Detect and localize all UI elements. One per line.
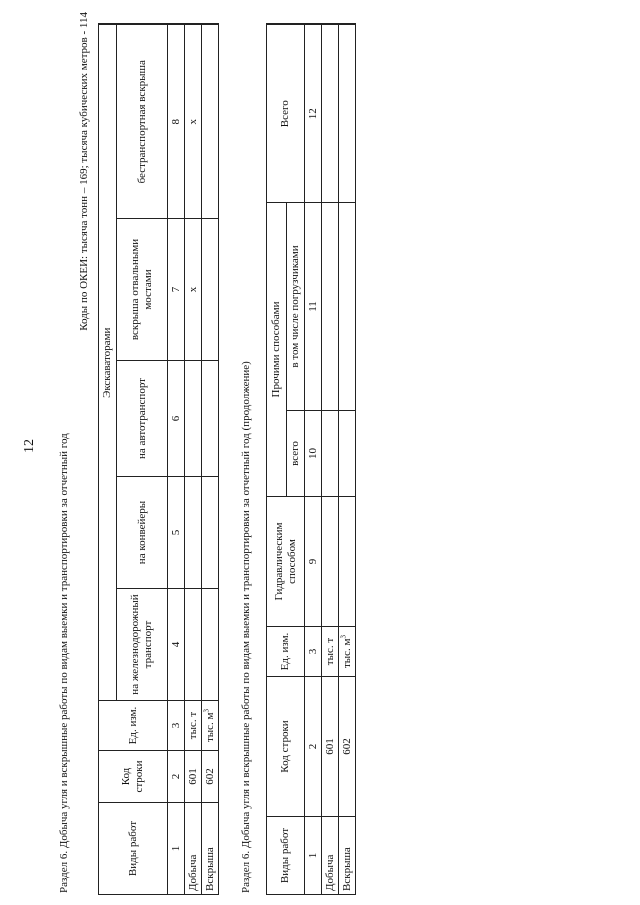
data-cell	[202, 589, 219, 701]
data-cell	[202, 24, 219, 218]
hdr-unit: Ед. изм.	[99, 701, 168, 751]
row-unit: тыс. $м^3$	[202, 701, 219, 751]
hdr-transportless: бестранспортная вскрыша	[117, 24, 168, 218]
data-cell	[185, 589, 202, 701]
hdr-hydraulic: Гидравлическим способом	[267, 497, 305, 627]
row-name: Вскрыша	[339, 817, 356, 895]
table-row	[185, 24, 202, 894]
hdr-other-total: всего	[287, 411, 305, 497]
data-cell	[185, 477, 202, 589]
data-cell	[339, 411, 356, 497]
data-cell	[339, 497, 356, 627]
col-number: 5	[168, 477, 185, 589]
col-number: 8	[168, 24, 185, 218]
col-number: 1	[305, 817, 322, 895]
data-cell: х	[185, 219, 202, 361]
table-row	[202, 24, 219, 894]
hdr-loaders: в том числе погрузчиками	[287, 203, 305, 411]
col-number: 4	[168, 589, 185, 701]
row-name: Вскрыша	[202, 803, 219, 895]
okei-codes: Коды по ОКЕИ: тысяча тонн – 169; тысяча кубических метров - 114	[78, 12, 90, 331]
row-code: 602	[339, 677, 356, 817]
hdr-conveyor: на конвейеры	[117, 477, 168, 589]
col-number: 1	[168, 803, 185, 895]
col-number: 9	[305, 497, 322, 627]
col-number: 7	[168, 219, 185, 361]
section-6-continued-table	[266, 24, 356, 896]
hdr-row-code: Код строки	[267, 677, 305, 817]
hdr-work-type: Виды работ	[267, 817, 305, 895]
hdr-total: Всего	[267, 25, 305, 203]
row-code: 601	[185, 751, 202, 803]
hdr-dump-bridges: вскрыша отвальными мостами	[117, 219, 168, 361]
col-number: 2	[305, 677, 322, 817]
row-code: 601	[322, 677, 339, 817]
row-unit: тыс. $м^3$	[339, 627, 356, 677]
data-cell	[322, 25, 339, 203]
hdr-work-type: Виды работ	[99, 803, 168, 895]
section-6-continued-title: Раздел 6. Добыча угля и вскрышные работы по видам выемки и транспортировки за отчетный год (продолжение)	[240, 361, 252, 893]
col-number: 10	[305, 411, 322, 497]
row-code: 602	[202, 751, 219, 803]
data-cell	[202, 219, 219, 361]
col-number: 12	[305, 25, 322, 203]
data-cell	[322, 497, 339, 627]
col-number: 6	[168, 361, 185, 477]
section-6-title: Раздел 6. Добыча угля и вскрышные работы по видам выемки и транспортировки за отчетный год	[58, 433, 70, 893]
hdr-other-methods: Прочими способами	[267, 203, 287, 497]
row-unit: тыс. т	[185, 701, 202, 751]
data-cell	[339, 203, 356, 411]
row-unit: тыс. т	[322, 627, 339, 677]
hdr-row-code: Код строки	[99, 751, 168, 803]
data-cell	[185, 361, 202, 477]
hdr-excavators: Экскаваторами	[99, 24, 117, 700]
hdr-auto: на автотранспорт	[117, 361, 168, 477]
data-cell	[322, 203, 339, 411]
row-name: Добыча	[185, 803, 202, 895]
section-6-table	[98, 23, 219, 895]
table-row	[322, 25, 339, 895]
column-numbers-row	[168, 24, 185, 894]
data-cell	[322, 411, 339, 497]
page-number: 12	[22, 439, 37, 453]
col-number: 2	[168, 751, 185, 803]
table-row	[339, 25, 356, 895]
data-cell: х	[185, 24, 202, 218]
col-number: 3	[305, 627, 322, 677]
row-name: Добыча	[322, 817, 339, 895]
column-numbers-row	[305, 25, 322, 895]
hdr-unit: Ед. изм.	[267, 627, 305, 677]
col-number: 11	[305, 203, 322, 411]
data-cell	[202, 361, 219, 477]
data-cell	[339, 25, 356, 203]
data-cell	[202, 477, 219, 589]
hdr-rail: на железнодорожный транспорт	[117, 589, 168, 701]
col-number: 3	[168, 701, 185, 751]
